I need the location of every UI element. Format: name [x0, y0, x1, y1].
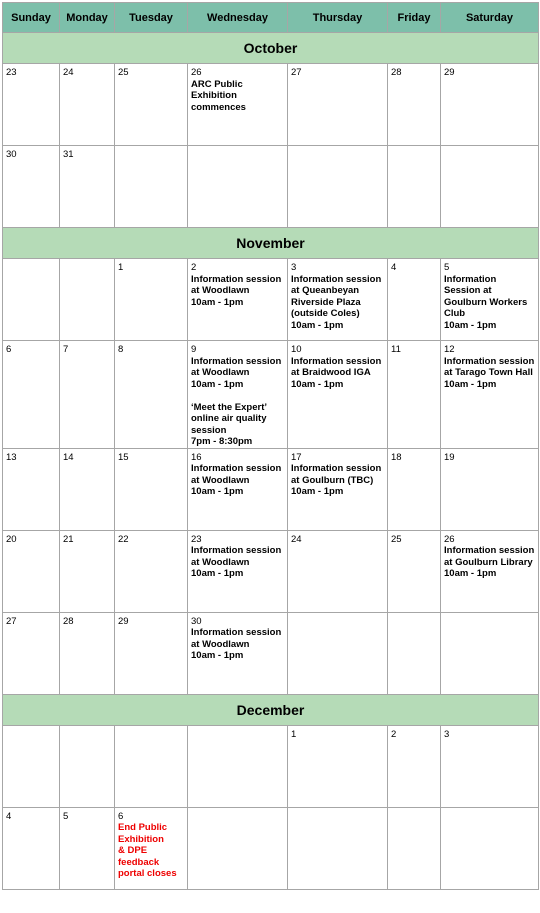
day-number: 20 [6, 533, 17, 545]
day-cell [288, 341, 388, 449]
day-cell-content [188, 64, 287, 113]
day-cell-content [388, 726, 440, 741]
day-cell [388, 807, 441, 889]
day-cell [3, 530, 60, 612]
day-cell-content [388, 449, 440, 464]
day-cell-content [388, 808, 440, 811]
day-cell-content [60, 726, 114, 729]
day-cell [3, 725, 60, 807]
day-cell [60, 341, 115, 449]
day-cell [188, 448, 288, 530]
day-number: 5 [444, 262, 450, 273]
day-number: 10 [291, 344, 302, 355]
day-cell [188, 341, 288, 449]
day-number: 5 [63, 810, 69, 822]
day-cell-content [441, 259, 538, 331]
day-cell-content [60, 259, 114, 262]
event-text: Information session at Woodlawn 10am - 1pm [191, 273, 282, 308]
day-cell-content [115, 726, 187, 729]
day-number: 6 [118, 810, 124, 822]
day-cell-content [441, 146, 538, 149]
day-number: 9 [191, 344, 197, 355]
day-number: 23 [191, 533, 202, 545]
day-number: 7 [63, 344, 69, 355]
day-cell [115, 448, 188, 530]
day-number: 8 [118, 344, 124, 355]
day-cell-content [441, 726, 538, 741]
day-number: 30 [191, 615, 202, 627]
day-cell-content [188, 531, 287, 580]
day-cell-content [60, 613, 114, 628]
day-cell [388, 448, 441, 530]
day-cell [188, 612, 288, 694]
day-cell-content [188, 146, 287, 149]
day-number: 16 [191, 451, 202, 463]
day-cell-content [115, 146, 187, 149]
event-text: Information session at Woodlawn 10am - 1pm [191, 463, 282, 497]
day-cell-content [115, 613, 187, 628]
day-cell [115, 725, 188, 807]
weekday-header-tuesday: Tuesday [115, 3, 188, 33]
day-number: 21 [63, 533, 74, 545]
event-text: Information session at Braidwood IGA 10am - 1pm [291, 355, 382, 390]
day-cell-content [288, 449, 387, 498]
week-row [3, 612, 539, 694]
weekday-header-row [3, 3, 539, 33]
day-cell-content [388, 259, 440, 274]
day-number: 31 [63, 149, 74, 160]
day-number: 27 [291, 67, 302, 78]
day-number: 4 [6, 810, 12, 822]
day-cell-content [441, 613, 538, 616]
day-cell-content [288, 613, 387, 616]
day-cell-content [60, 808, 114, 823]
day-cell-content [288, 146, 387, 149]
day-cell [441, 725, 539, 807]
day-number: 1 [291, 728, 297, 740]
event-text: Information session at Goulburn Library 10am - 1pm [444, 545, 535, 579]
event-text: Information session at Goulburn (TBC) 10am - 1pm [291, 463, 382, 497]
day-cell [288, 725, 388, 807]
day-cell-content [441, 808, 538, 811]
event-text: Information session at Woodlawn 10am - 1pm [191, 627, 282, 661]
day-cell [388, 259, 441, 341]
month-title: November [3, 228, 539, 259]
day-cell [288, 612, 388, 694]
day-cell [288, 259, 388, 341]
day-cell [188, 64, 288, 146]
event-text: Information Session at Goulburn Workers Club 10am - 1pm [444, 273, 528, 331]
day-cell-content [60, 449, 114, 464]
day-cell [115, 259, 188, 341]
day-number: 2 [191, 262, 197, 273]
day-number: 27 [6, 615, 17, 627]
day-number: 24 [63, 67, 74, 78]
day-cell-content [3, 613, 59, 628]
weekday-header-wednesday: Wednesday [188, 3, 288, 33]
day-number: 17 [291, 451, 302, 463]
calendar-table [2, 2, 539, 890]
week-row [3, 64, 539, 146]
day-cell [115, 64, 188, 146]
day-cell [60, 448, 115, 530]
day-cell-content [288, 259, 387, 331]
day-cell-content [60, 146, 114, 161]
day-cell [388, 725, 441, 807]
day-cell-content [115, 531, 187, 546]
day-cell-content [188, 726, 287, 729]
day-cell [288, 807, 388, 889]
day-number: 26 [191, 67, 202, 78]
day-cell [115, 807, 188, 889]
day-cell-content [288, 64, 387, 79]
day-cell-content [3, 146, 59, 161]
day-cell [115, 612, 188, 694]
day-cell-content [188, 808, 287, 811]
month-row [3, 228, 539, 259]
event-text: Information session at Tarago Town Hall 10am - 1pm [444, 355, 535, 390]
day-number: 18 [391, 451, 402, 463]
day-number: 13 [6, 451, 17, 463]
weekday-header-thursday: Thursday [288, 3, 388, 33]
week-row [3, 146, 539, 228]
day-cell [288, 448, 388, 530]
day-cell [188, 259, 288, 341]
calendar-body [3, 33, 539, 890]
day-cell [188, 725, 288, 807]
week-row [3, 530, 539, 612]
day-cell-content [115, 808, 187, 880]
month-row [3, 694, 539, 725]
day-number: 24 [291, 533, 302, 545]
day-cell [60, 530, 115, 612]
day-cell [60, 612, 115, 694]
day-number: 23 [6, 67, 17, 78]
day-cell [188, 530, 288, 612]
day-number: 22 [118, 533, 129, 545]
day-cell-content [188, 341, 287, 448]
event-text: End Public Exhibition & DPE feedback portal closes [118, 822, 177, 879]
day-number: 19 [444, 451, 455, 463]
weekday-header-saturday: Saturday [441, 3, 539, 33]
day-number: 26 [444, 533, 455, 545]
day-cell [3, 259, 60, 341]
day-cell-content [60, 531, 114, 546]
day-cell-content [188, 613, 287, 662]
day-cell [388, 146, 441, 228]
day-cell-content [388, 613, 440, 616]
week-row [3, 341, 539, 449]
day-cell-content [388, 531, 440, 546]
day-cell [3, 448, 60, 530]
day-cell [3, 612, 60, 694]
day-cell-content [115, 259, 187, 274]
day-cell [388, 64, 441, 146]
day-cell-content [188, 449, 287, 498]
event-text: Information session at Woodlawn 10am - 1pm [191, 545, 282, 579]
day-cell [115, 341, 188, 449]
weekday-header-friday: Friday [388, 3, 441, 33]
day-number: 30 [6, 149, 17, 160]
day-cell [288, 530, 388, 612]
day-cell [3, 64, 60, 146]
month-row [3, 33, 539, 64]
weekday-header-sunday: Sunday [3, 3, 60, 33]
day-cell [115, 146, 188, 228]
day-cell [441, 448, 539, 530]
day-number: 4 [391, 262, 397, 273]
day-cell-content [115, 64, 187, 79]
week-row [3, 807, 539, 889]
day-cell [3, 807, 60, 889]
day-cell-content [288, 341, 387, 390]
day-cell [388, 341, 441, 449]
month-title: October [3, 33, 539, 64]
day-cell [388, 612, 441, 694]
day-cell [441, 259, 539, 341]
day-cell [60, 64, 115, 146]
day-cell [288, 64, 388, 146]
day-cell [188, 807, 288, 889]
day-number: 15 [118, 451, 129, 463]
day-cell-content [288, 531, 387, 546]
day-cell-content [3, 726, 59, 729]
event-text: ARC Public Exhibition commences [191, 78, 246, 113]
day-number: 25 [391, 533, 402, 545]
day-number: 12 [444, 344, 455, 355]
day-cell-content [441, 449, 538, 464]
day-cell [60, 146, 115, 228]
day-cell-content [3, 808, 59, 823]
day-cell [3, 146, 60, 228]
day-cell-content [288, 726, 387, 741]
day-cell-content [115, 341, 187, 356]
day-number: 29 [118, 615, 129, 627]
day-number: 28 [63, 615, 74, 627]
day-cell-content [115, 449, 187, 464]
day-cell [288, 146, 388, 228]
day-cell [115, 530, 188, 612]
event-text: Information session at Queanbeyan Riverside Plaza (outside Coles) 10am - 1pm [291, 273, 382, 331]
day-number: 14 [63, 451, 74, 463]
day-cell [441, 807, 539, 889]
day-cell-content [388, 64, 440, 79]
day-cell-content [3, 64, 59, 79]
day-cell-content [3, 449, 59, 464]
week-row [3, 448, 539, 530]
day-cell [441, 64, 539, 146]
day-cell [3, 341, 60, 449]
day-cell-content [188, 259, 287, 308]
day-cell-content [60, 64, 114, 79]
day-cell [60, 725, 115, 807]
day-cell [188, 146, 288, 228]
day-cell [388, 530, 441, 612]
month-title: December [3, 694, 539, 725]
day-cell-content [288, 808, 387, 811]
week-row [3, 725, 539, 807]
day-number: 29 [444, 67, 455, 78]
day-number: 28 [391, 67, 402, 78]
day-cell-content [3, 531, 59, 546]
day-cell [441, 341, 539, 449]
day-cell-content [3, 259, 59, 262]
day-cell [441, 146, 539, 228]
day-cell [441, 612, 539, 694]
day-cell-content [441, 531, 538, 580]
day-cell-content [441, 64, 538, 79]
day-number: 3 [444, 728, 450, 740]
weekday-header-monday: Monday [60, 3, 115, 33]
week-row [3, 259, 539, 341]
day-number: 3 [291, 262, 297, 273]
day-cell [60, 807, 115, 889]
day-cell-content [441, 341, 538, 390]
event-text: Information session at Woodlawn 10am - 1pm ‘Meet the Expert’ online air quality session 7pm - 8:30pm [191, 355, 282, 447]
day-cell [60, 259, 115, 341]
day-number: 2 [391, 728, 397, 740]
day-number: 1 [118, 262, 124, 273]
day-cell-content [3, 341, 59, 356]
day-cell-content [60, 341, 114, 356]
day-cell [441, 530, 539, 612]
day-cell-content [388, 146, 440, 149]
day-number: 6 [6, 344, 12, 355]
day-cell-content [388, 341, 440, 356]
day-number: 11 [391, 344, 401, 355]
day-number: 25 [118, 67, 129, 78]
